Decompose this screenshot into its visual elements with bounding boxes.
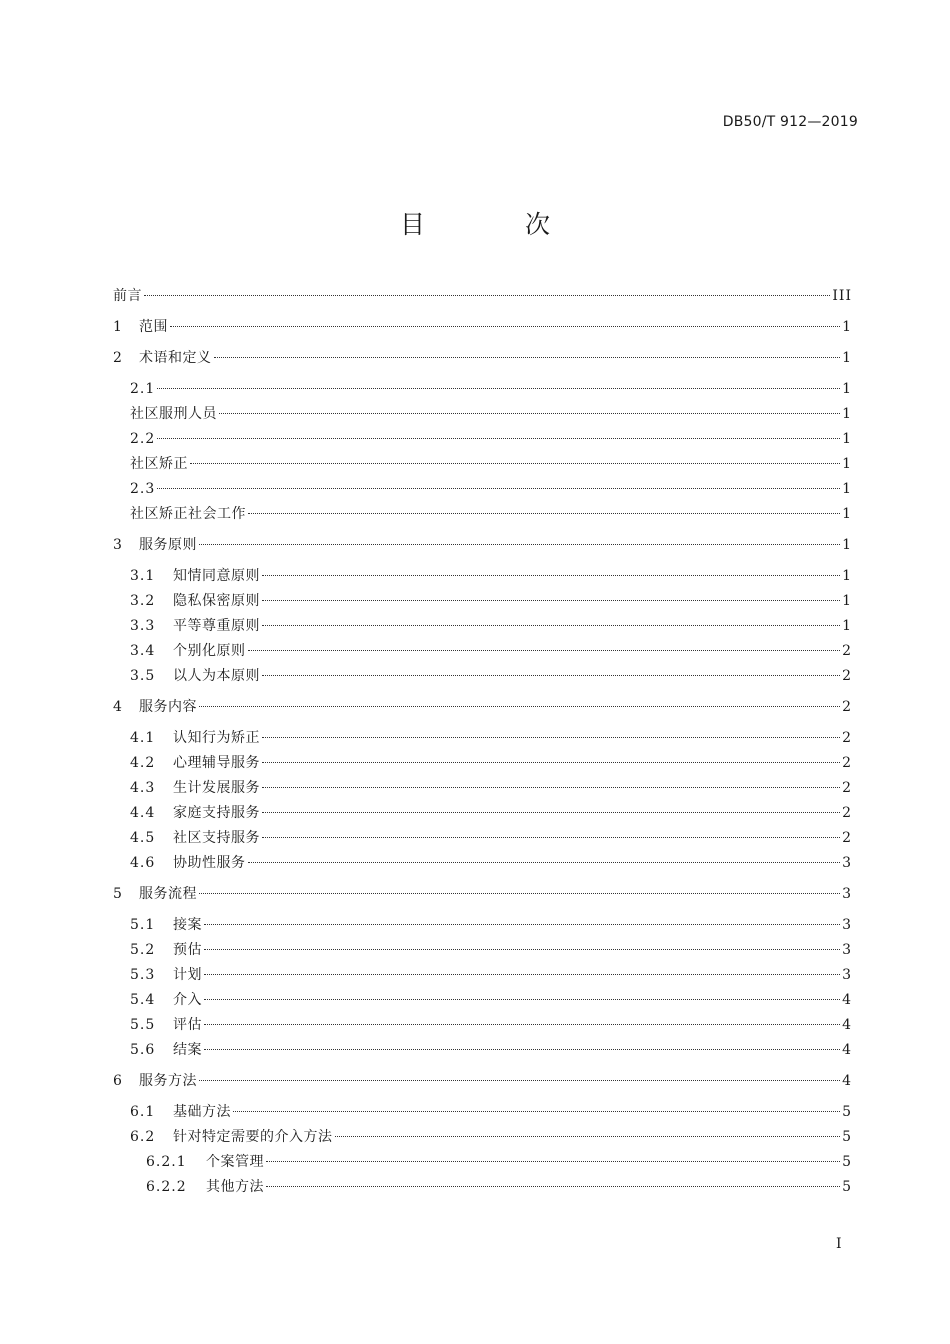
toc-entry-title: 其他方法 [206, 1179, 264, 1195]
page-title: 目 次 [400, 210, 596, 239]
toc-dot-leader [170, 326, 840, 327]
toc-entry-page: 4 [842, 1073, 852, 1089]
toc-entry-number: 4.3 [130, 780, 156, 796]
toc-dot-leader [157, 488, 840, 489]
toc-entry-page: III [832, 288, 852, 304]
toc-dot-leader [262, 600, 840, 601]
toc-dot-leader [262, 787, 840, 788]
toc-dot-leader [266, 1161, 840, 1162]
toc-dot-leader [262, 625, 840, 626]
toc-dot-leader [214, 357, 841, 358]
toc-entry-number: 3.4 [130, 643, 156, 659]
toc-entry[interactable] [113, 427, 852, 452]
toc-dot-leader [204, 924, 840, 925]
toc-entry[interactable] [113, 695, 852, 720]
toc-entry-number: 6.1 [130, 1104, 156, 1120]
toc-entry-page: 3 [842, 886, 852, 902]
toc-dot-leader [262, 812, 840, 813]
toc-entry[interactable] [113, 589, 852, 614]
toc-dot-leader [262, 837, 840, 838]
toc-entry-number: 3.5 [130, 668, 156, 684]
toc-entry-number: 3.3 [130, 618, 156, 634]
toc-entry-title: 基础方法 [173, 1104, 231, 1120]
toc-entry[interactable] [113, 1038, 852, 1063]
toc-entry[interactable] [113, 988, 852, 1013]
toc-entry-page: 1 [842, 319, 852, 335]
page-number: I [836, 1236, 842, 1252]
toc-dot-leader [204, 949, 840, 950]
toc-dot-leader [199, 544, 840, 545]
toc-entry[interactable] [113, 913, 852, 938]
toc-entry[interactable] [113, 533, 852, 558]
toc-dot-leader [204, 974, 840, 975]
toc-entry-title: 知情同意原则 [173, 568, 260, 584]
toc-entry-title: 接案 [173, 917, 202, 933]
toc-entry-number: 4.5 [130, 830, 156, 846]
toc-dot-leader [204, 1024, 840, 1025]
toc-dot-leader [262, 737, 840, 738]
toc-entry-title: 计划 [173, 967, 202, 983]
toc-entry-title: 预估 [173, 942, 202, 958]
toc-entry[interactable] [113, 664, 852, 689]
toc-entry-number: 6.2 [130, 1129, 156, 1145]
toc-entry-page: 5 [842, 1129, 852, 1145]
toc-entry-page: 1 [842, 431, 852, 447]
toc-entry[interactable] [113, 639, 852, 664]
toc-entry[interactable] [113, 1125, 852, 1150]
toc-dot-leader [266, 1186, 840, 1187]
toc-dot-leader [248, 650, 841, 651]
toc-dot-leader [157, 388, 840, 389]
toc-dot-leader [199, 1080, 840, 1081]
toc-entry[interactable] [113, 452, 852, 477]
toc-entry[interactable] [113, 614, 852, 639]
toc-dot-leader [204, 1049, 840, 1050]
toc-entry-number: 6.2.1 [146, 1154, 187, 1170]
toc-entry-page: 3 [842, 967, 852, 983]
toc-entry-page: 2 [842, 668, 852, 684]
toc-entry-number: 5.2 [130, 942, 156, 958]
toc-entry-number: 6 [113, 1073, 122, 1089]
toc-entry-page: 5 [842, 1154, 852, 1170]
toc-entry-title: 以人为本原则 [173, 668, 260, 684]
toc-entry-number: 4.6 [130, 855, 156, 871]
toc-entry[interactable] [113, 564, 852, 589]
toc-entry[interactable] [113, 751, 852, 776]
toc-dot-leader [262, 575, 840, 576]
toc-entry[interactable] [113, 1013, 852, 1038]
toc-entry-title: 个别化原则 [173, 643, 246, 659]
document-code: DB50/T 912—2019 [722, 114, 858, 130]
toc-entry-title: 服务原则 [139, 537, 197, 553]
toc-entry-page: 4 [842, 1017, 852, 1033]
toc-entry-page: 1 [842, 537, 852, 553]
toc-entry[interactable] [113, 963, 852, 988]
toc-entry-page: 5 [842, 1104, 852, 1120]
toc-entry-title: 服务内容 [139, 699, 197, 715]
toc-entry-title: 术语和定义 [139, 350, 212, 366]
table-of-contents [113, 284, 852, 1200]
toc-entry-title: 心理辅导服务 [173, 755, 260, 771]
toc-entry-page: 1 [842, 618, 852, 634]
toc-entry-title: 社区支持服务 [173, 830, 260, 846]
toc-entry-title: 介入 [173, 992, 202, 1008]
toc-entry-page: 1 [842, 506, 852, 522]
toc-entry-title: 社区矫正 [130, 456, 188, 472]
toc-entry-page: 2 [842, 643, 852, 659]
toc-entry-number: 4.4 [130, 805, 156, 821]
toc-entry[interactable] [113, 726, 852, 751]
toc-entry-number: 4.1 [130, 730, 156, 746]
toc-entry-number: 3 [113, 537, 122, 553]
toc-entry[interactable] [113, 315, 852, 340]
toc-entry-number: 5.4 [130, 992, 156, 1008]
toc-entry-number: 2.1 [130, 381, 156, 397]
toc-entry-page: 2 [842, 780, 852, 796]
toc-dot-leader [157, 438, 840, 439]
toc-entry-page: 2 [842, 699, 852, 715]
toc-entry[interactable] [113, 851, 852, 876]
toc-dot-leader [144, 295, 830, 296]
toc-entry[interactable] [113, 477, 852, 502]
toc-entry-page: 3 [842, 917, 852, 933]
toc-entry[interactable] [113, 502, 852, 527]
toc-entry-number: 2.2 [130, 431, 156, 447]
toc-dot-leader [199, 706, 840, 707]
toc-entry[interactable] [113, 826, 852, 851]
toc-dot-leader [335, 1136, 841, 1137]
toc-entry[interactable] [113, 1150, 852, 1175]
toc-entry[interactable] [113, 1069, 852, 1094]
toc-entry-title: 生计发展服务 [173, 780, 260, 796]
toc-entry-page: 2 [842, 730, 852, 746]
toc-entry-number: 5.5 [130, 1017, 156, 1033]
toc-entry-page: 2 [842, 755, 852, 771]
toc-entry-number: 1 [113, 319, 122, 335]
toc-entry[interactable] [113, 776, 852, 801]
toc-dot-leader [262, 675, 840, 676]
toc-entry-page: 2 [842, 805, 852, 821]
toc-dot-leader [248, 862, 841, 863]
toc-entry-page: 1 [842, 593, 852, 609]
toc-entry-page: 4 [842, 1042, 852, 1058]
toc-entry-title: 社区矫正社会工作 [130, 506, 246, 522]
toc-entry-title: 认知行为矫正 [173, 730, 260, 746]
toc-entry-page: 3 [842, 942, 852, 958]
toc-entry-title: 隐私保密原则 [173, 593, 260, 609]
toc-entry-title: 协助性服务 [173, 855, 246, 871]
toc-entry-number: 4 [113, 699, 122, 715]
toc-dot-leader [248, 513, 840, 514]
toc-entry-title: 评估 [173, 1017, 202, 1033]
toc-entry[interactable] [113, 938, 852, 963]
toc-entry-number: 5.6 [130, 1042, 156, 1058]
toc-entry[interactable] [113, 346, 852, 371]
toc-entry-number: 2 [113, 350, 122, 366]
toc-entry-number: 3.2 [130, 593, 156, 609]
toc-entry-number: 2.3 [130, 481, 156, 497]
toc-entry-number: 6.2.2 [146, 1179, 187, 1195]
toc-entry[interactable] [113, 402, 852, 427]
toc-entry[interactable] [113, 801, 852, 826]
toc-entry-title: 平等尊重原则 [173, 618, 260, 634]
toc-entry-number: 4.2 [130, 755, 156, 771]
toc-entry[interactable] [113, 284, 852, 309]
toc-entry-title: 服务方法 [139, 1073, 197, 1089]
toc-entry-title: 个案管理 [206, 1154, 264, 1170]
toc-entry[interactable] [113, 882, 852, 907]
toc-entry-title: 结案 [173, 1042, 202, 1058]
toc-dot-leader [199, 893, 840, 894]
toc-entry-title: 针对特定需要的介入方法 [173, 1129, 333, 1145]
toc-entry-page: 1 [842, 481, 852, 497]
toc-entry-number: 3.1 [130, 568, 156, 584]
toc-entry-number: 5 [113, 886, 122, 902]
toc-entry[interactable] [113, 1175, 852, 1200]
toc-entry-page: 1 [842, 406, 852, 422]
toc-entry-title: 范围 [139, 319, 168, 335]
toc-entry-page: 1 [842, 456, 852, 472]
toc-dot-leader [190, 463, 840, 464]
toc-dot-leader [219, 413, 840, 414]
toc-dot-leader [262, 762, 840, 763]
toc-entry-title: 服务流程 [139, 886, 197, 902]
toc-entry[interactable] [113, 377, 852, 402]
toc-entry-title: 前言 [113, 288, 142, 304]
toc-entry-page: 5 [842, 1179, 852, 1195]
toc-entry-page: 1 [842, 381, 852, 397]
toc-entry-page: 2 [842, 830, 852, 846]
toc-dot-leader [233, 1111, 840, 1112]
toc-entry-title: 家庭支持服务 [173, 805, 260, 821]
toc-entry-page: 1 [842, 568, 852, 584]
toc-entry[interactable] [113, 1100, 852, 1125]
toc-dot-leader [204, 999, 840, 1000]
toc-entry-title: 社区服刑人员 [130, 406, 217, 422]
toc-entry-page: 1 [842, 350, 852, 366]
toc-entry-number: 5.3 [130, 967, 156, 983]
toc-entry-page: 4 [842, 992, 852, 1008]
toc-entry-number: 5.1 [130, 917, 156, 933]
toc-entry-page: 3 [842, 855, 852, 871]
